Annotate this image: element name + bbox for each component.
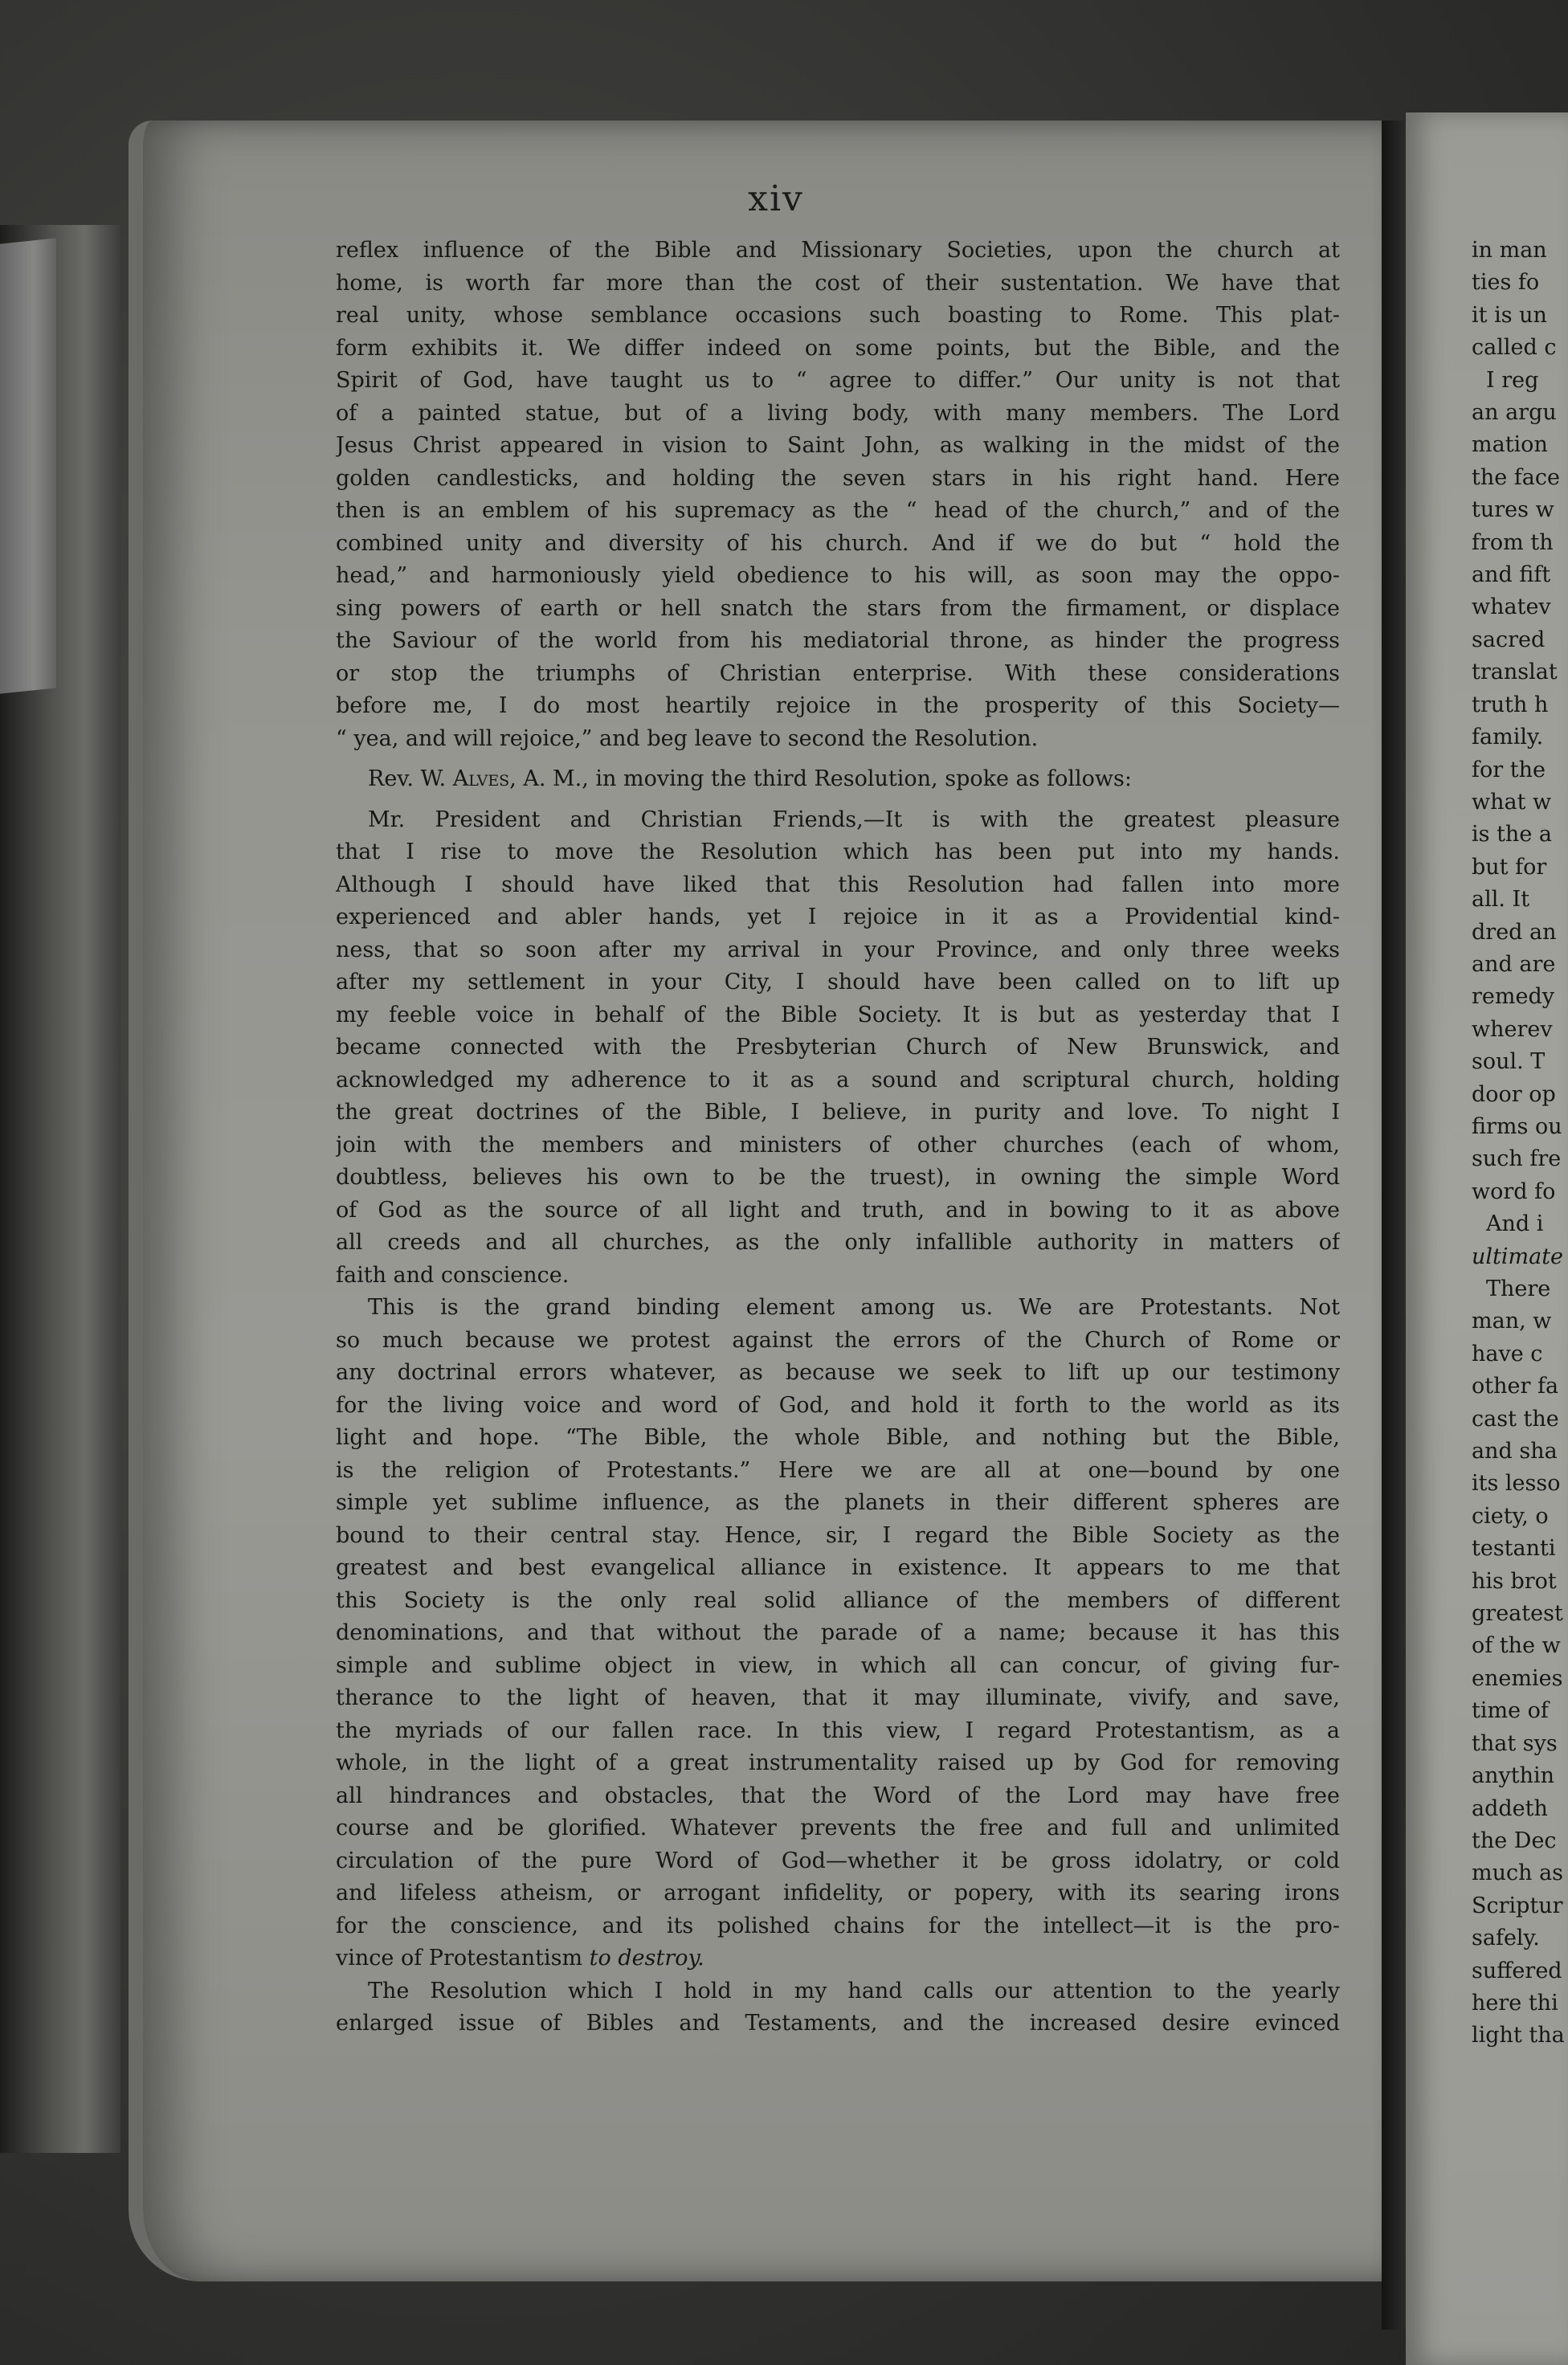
text-line: wherev: [1472, 1016, 1553, 1042]
text-line: so much because we protest against the errors of the Church of Rome or: [336, 1327, 1340, 1353]
text-line: before me, I do most heartily rejoice in the prosperity of this Society—: [336, 693, 1340, 718]
text-line: whatev: [1472, 594, 1551, 620]
text-line: in man: [1472, 238, 1547, 263]
speaker-suffix: , A. M., in moving the third Resolution, spoke as follows:: [509, 766, 1132, 791]
text-line: light tha: [1472, 2023, 1565, 2048]
text-line: acknowledged my adherence to it as a sound and scriptural church, holding: [336, 1067, 1340, 1093]
text-line: it is un: [1472, 302, 1547, 328]
paragraph-3: [336, 1292, 1340, 1975]
text-line: of a painted statue, but of a living body, with many members. The Lord: [336, 400, 1340, 426]
text-line: course and be glorified. Whatever prevents the free and full and unlimited: [336, 1816, 1340, 1840]
text-line: testanti: [1472, 1536, 1556, 1562]
text-line: after my settlement in your City, I should have been called on to lift up: [336, 970, 1340, 995]
text-line: denominations, and that without the parade of a name; because it has this: [336, 1620, 1340, 1645]
text-line: greatest: [1472, 1601, 1563, 1627]
text-line: the myriads of our fallen race. In this view, I regard Protestantism, as a: [336, 1718, 1340, 1743]
text-line: faith and conscience.: [336, 1262, 570, 1288]
speaker-prefix: Rev. W.: [368, 766, 453, 791]
speaker-line: [336, 763, 1340, 796]
italic-fragment: to destroy.: [589, 1946, 704, 1971]
text-line: and fift: [1472, 562, 1551, 588]
paragraph-2: [336, 804, 1340, 1293]
text-line: light and hope. “The Bible, the whole Bible, and nothing but the Bible,: [336, 1425, 1340, 1450]
text-line: combined unity and diversity of his church. And if we do but “ hold the: [336, 530, 1340, 556]
text-line: such fre: [1472, 1146, 1562, 1172]
text-line: enemies: [1472, 1665, 1563, 1691]
text-line: Although I should have liked that this Resolution had fallen into more: [336, 872, 1340, 897]
text-line: golden candlesticks, and holding the seven stars in his right hand. Here: [336, 465, 1340, 491]
text-line: translat: [1472, 660, 1558, 685]
text-line: whole, in the light of a great instrumentality raised up by God for removing: [336, 1750, 1340, 1775]
page-gutter: [1382, 120, 1406, 2330]
text-line: join with the members and ministers of other churches (each of whom,: [336, 1132, 1340, 1158]
text-line: remedy: [1472, 984, 1555, 1010]
text-line: addeth: [1472, 1795, 1548, 1821]
text-line: man, w: [1472, 1309, 1552, 1334]
text-line: sacred: [1472, 627, 1546, 652]
text-line: Mr. President and Christian Friends,—It is with the greatest pleasure: [368, 807, 1340, 832]
text-line: an argu: [1472, 400, 1557, 426]
text-line: and lifeless atheism, or arrogant infidelity, or popery, with its searing irons: [336, 1881, 1340, 1905]
text-line: for the: [1472, 757, 1546, 782]
text-line: called c: [1472, 335, 1557, 361]
text-line: my feeble voice in behalf of the Bible Society. It is but as yesterday that I: [336, 1002, 1340, 1027]
right-page-text: [1472, 235, 1568, 2053]
text-line: doubtless, believes his own to be the truest), in owning the simple Word: [336, 1165, 1340, 1190]
text-line: all creeds and all churches, as the only infallible authority in matters of: [336, 1230, 1340, 1255]
text-line: The Resolution which I hold in my hand calls our attention to the yearly: [368, 1978, 1340, 2004]
text-line: experienced and abler hands, yet I rejoice in it as a Providential kind-: [336, 905, 1340, 929]
text-line: sing powers of earth or hell snatch the stars from the firmament, or displace: [336, 595, 1340, 621]
text-line: cast the: [1472, 1406, 1559, 1432]
text-line: for the living voice and word of God, and hold it forth to the world as its: [336, 1392, 1340, 1418]
text-line: truth h: [1472, 692, 1549, 717]
text-line: form exhibits it. We differ indeed on some points, but the Bible, and the: [336, 335, 1340, 361]
text-line: or stop the triumphs of Christian enterprise. With these considerations: [336, 660, 1340, 686]
text-line: this Society is the only real solid alliance of the members of different: [336, 1587, 1340, 1613]
text-line: Spirit of God, have taught us to “ agree to differ.” Our unity is not that: [336, 368, 1340, 393]
text-line: real unity, whose semblance occasions such boasting to Rome. This plat-: [336, 303, 1340, 328]
text-line: the great doctrines of the Bible, I believe, in purity and love. To night I: [336, 1100, 1340, 1125]
text-line: became connected with the Presbyterian Church of New Brunswick, and: [336, 1035, 1340, 1060]
text-line: his brot: [1472, 1568, 1557, 1594]
text-line: Jesus Christ appeared in vision to Saint John, as walking in the midst of the: [336, 433, 1340, 458]
text-line: family.: [1472, 725, 1544, 750]
text-line: that I rise to move the Resolution which has been put into my hands.: [336, 839, 1340, 864]
text-line: soul. T: [1472, 1049, 1546, 1075]
left-page-text: [336, 235, 1340, 2040]
text-line: ciety, o: [1472, 1503, 1549, 1529]
text-fragment: vince of Protestantism: [336, 1946, 590, 1971]
text-line: time of: [1472, 1698, 1549, 1724]
text-line: the face: [1472, 464, 1560, 490]
text-line-last: [336, 1942, 1340, 1975]
text-line: for the conscience, and its polished chains for the intellect—it is the pro-: [336, 1913, 1340, 1938]
text-line: home, is worth far more than the cost of their sustentation. We have that: [336, 270, 1340, 296]
text-line: but for: [1472, 854, 1547, 880]
text-line: There: [1486, 1276, 1551, 1301]
text-line: of the w: [1472, 1633, 1561, 1659]
text-line: anythin: [1472, 1763, 1555, 1789]
binding-tab: [0, 238, 56, 693]
text-line: I reg: [1486, 367, 1539, 393]
text-line: greatest and best evangelical alliance in existence. It appears to me that: [336, 1555, 1340, 1580]
text-line: and sha: [1472, 1439, 1558, 1464]
text-line: ties fo: [1472, 270, 1540, 296]
text-line: have c: [1472, 1341, 1543, 1366]
text-line: ultimate: [1472, 1244, 1564, 1269]
text-line: from th: [1472, 529, 1554, 555]
text-line: reflex influence of the Bible and Missionary Societies, upon the church at: [336, 238, 1340, 263]
text-line: any doctrinal errors whatever, as because we seek to lift up our testimony: [336, 1360, 1340, 1385]
text-line: is the religion of Protestants.” Here we are all at one—bound by one: [336, 1457, 1340, 1483]
text-line: then is an emblem of his supremacy as the “ head of the church,” and of the: [336, 498, 1340, 523]
text-line: is the a: [1472, 822, 1552, 848]
text-line: tures w: [1472, 497, 1554, 523]
text-line: word fo: [1472, 1178, 1556, 1204]
text-line: and are: [1472, 951, 1556, 977]
text-line: that sys: [1472, 1730, 1558, 1756]
text-line: mation: [1472, 432, 1548, 458]
text-line: what w: [1472, 789, 1552, 815]
text-line: This is the grand binding element among us. We are Protestants. Not: [368, 1295, 1340, 1320]
paragraph-1: [336, 235, 1340, 755]
text-line: bound to their central stay. Hence, sir, I regard the Bible Society as the: [336, 1522, 1340, 1548]
text-line: dred an: [1472, 919, 1557, 945]
text-line: simple and sublime object in view, in which all can concur, of giving fur-: [336, 1652, 1340, 1678]
text-line: of God as the source of all light and truth, and in bowing to it as above: [336, 1197, 1340, 1223]
text-line: enlarged issue of Bibles and Testaments, and the increased desire evinced: [336, 2011, 1340, 2036]
text-line: “ yea, and will rejoice,” and beg leave to second the Resolution.: [336, 725, 1039, 751]
text-line: door op: [1472, 1081, 1556, 1107]
text-line: And i: [1486, 1211, 1544, 1237]
text-line: much as: [1472, 1861, 1564, 1886]
text-line: ness, that so soon after my arrival in your Province, and only three weeks: [336, 937, 1340, 962]
text-line: the Dec: [1472, 1828, 1557, 1853]
text-line: safely.: [1472, 1926, 1540, 1951]
speaker-name: Alves: [452, 766, 510, 791]
text-line: the Saviour of the world from his mediatorial throne, as hinder the progress: [336, 628, 1340, 653]
paragraph-4: [336, 1975, 1340, 2040]
text-line: firms ou: [1472, 1113, 1562, 1139]
text-line: other fa: [1472, 1374, 1559, 1399]
text-line: here thi: [1472, 1990, 1558, 2016]
text-line: suffered: [1472, 1958, 1562, 1983]
text-line: all hindrances and obstacles, that the Word of the Lord may have free: [336, 1783, 1340, 1808]
text-line: its lesso: [1472, 1471, 1561, 1497]
text-line: circulation of the pure Word of God—whether it be gross idolatry, or cold: [336, 1848, 1340, 1873]
text-line: therance to the light of heaven, that it may illuminate, vivify, and save,: [336, 1685, 1340, 1710]
page-number: xiv: [748, 178, 804, 219]
text-line: all. It: [1472, 887, 1530, 913]
text-line: Scriptur: [1472, 1893, 1563, 1918]
text-line: head,” and harmoniously yield obedience to his will, as soon may the oppo-: [336, 563, 1340, 588]
text-line: simple yet sublime influence, as the planets in their different spheres are: [336, 1490, 1340, 1515]
